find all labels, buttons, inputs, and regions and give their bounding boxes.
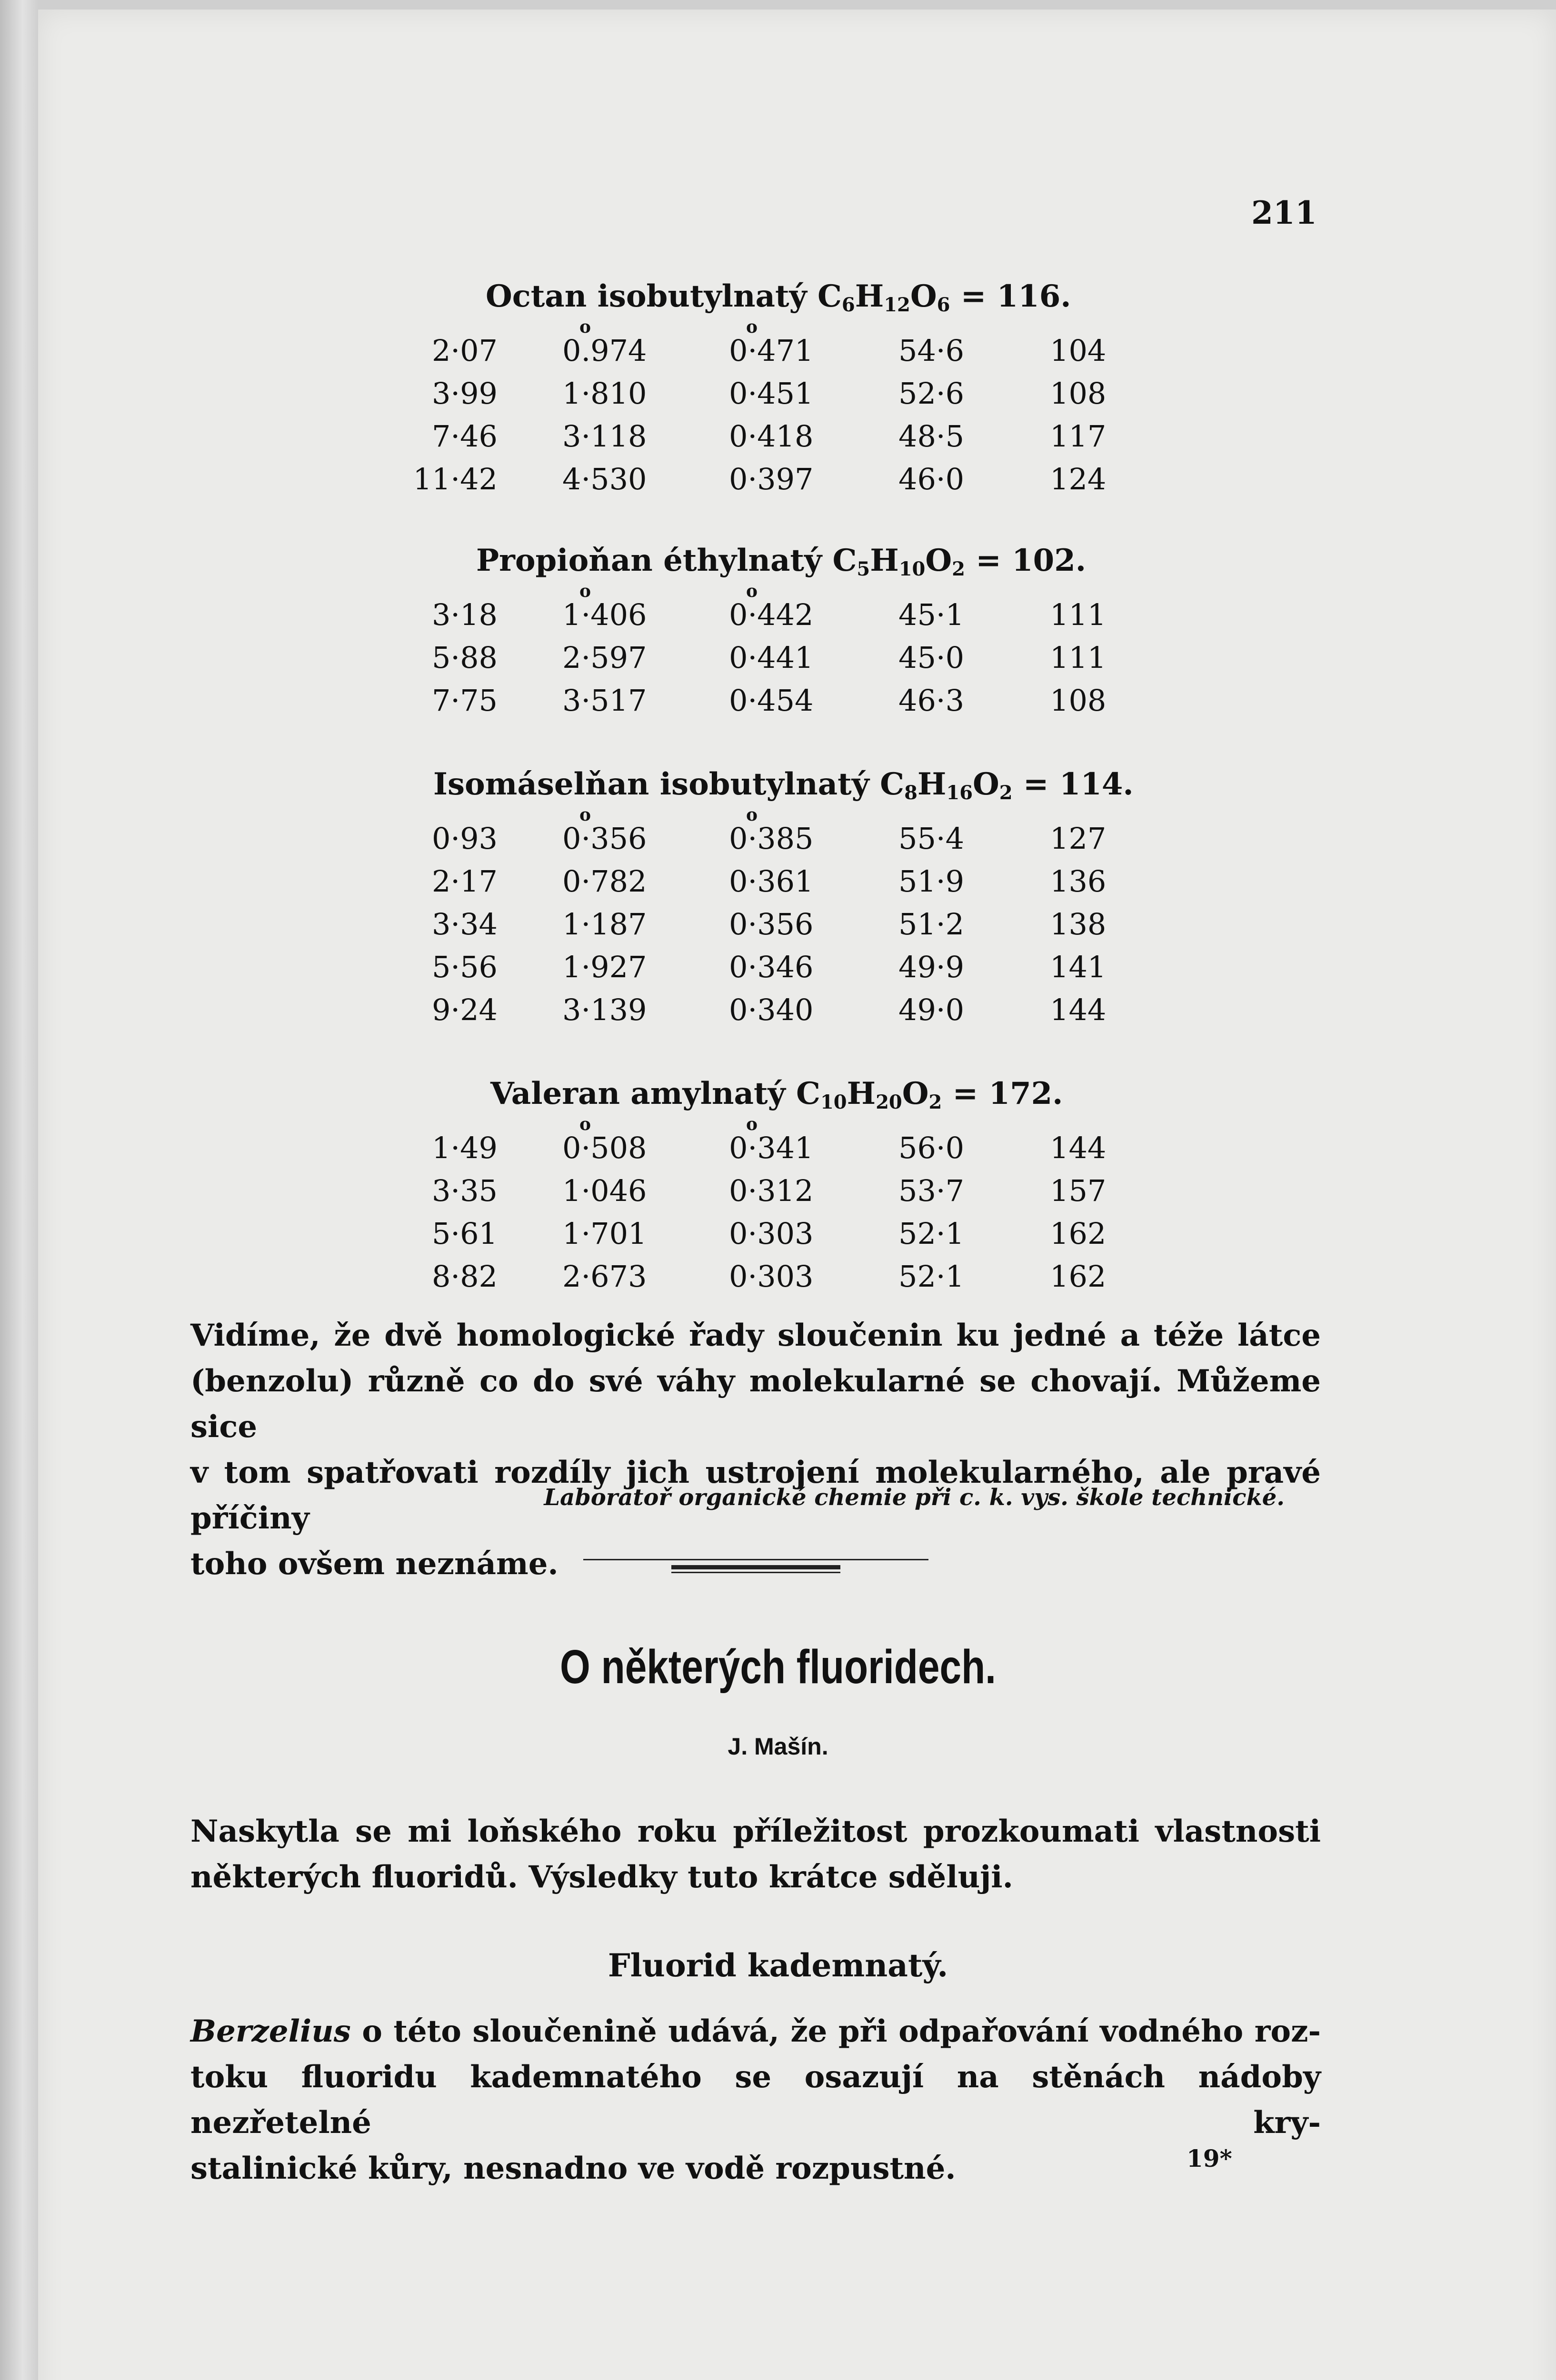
table-cell: 136 — [1050, 864, 1107, 899]
table-cell: 3·517 — [562, 683, 647, 718]
table-cell: 0·471 — [729, 333, 814, 368]
table-cell: 52·6 — [898, 376, 965, 411]
table-cell: 0·340 — [729, 992, 814, 1027]
author-name: J. Mašín. — [728, 1733, 828, 1760]
table-row — [412, 821, 1174, 864]
table-title: Propioňan éthylnatý $C_5H_{10}O_2 = 102$. — [476, 543, 1087, 580]
table-cell: 55·4 — [898, 821, 965, 856]
table-cell: 49·0 — [898, 992, 965, 1027]
text-line: toho ovšem neznáme. — [190, 1546, 559, 1582]
text-line: Berzelius o této sloučenině udává, že při odpařování vodného roz- — [190, 2013, 1321, 2049]
table-title: Valeran amylnatý $C_{10}H_{20}O_2 = 172$. — [490, 1076, 1063, 1113]
table-cell: 0·303 — [729, 1216, 814, 1251]
table-cell: 3·34 — [431, 907, 498, 942]
table-cell: 0·385 — [729, 821, 814, 856]
table-cell: 0·356 — [562, 821, 647, 856]
separator-rule — [583, 1559, 928, 1560]
table-cell: 157 — [1050, 1173, 1107, 1208]
table-cell: 45·0 — [898, 640, 965, 675]
table-cell: 3·35 — [431, 1173, 498, 1208]
table-cell: 138 — [1050, 907, 1107, 942]
table-cell: 3·118 — [562, 419, 647, 454]
table-row — [412, 1130, 1174, 1173]
table-row — [412, 376, 1174, 419]
table-cell: 46·3 — [898, 683, 965, 718]
table-cell: 1·187 — [562, 907, 647, 942]
text-line: v tom spatřovati rozdíly jich ustrojení molekularného, ale pravé příčiny — [190, 1455, 1321, 1536]
table-row — [412, 597, 1174, 640]
table-row — [412, 1259, 1174, 1302]
table-title: Octan isobutylnatý $C_6H_{12}O_6 = 116$. — [486, 278, 1071, 316]
table-cell: 0·418 — [729, 419, 814, 454]
conclusion-paragraph — [190, 1313, 1321, 1587]
text-line: Vidíme, že dvě homologické řady sloučenin ku jedné a téže látce — [190, 1318, 1321, 1353]
table-cell: 3·139 — [562, 992, 647, 1027]
table-cell: 144 — [1050, 992, 1107, 1027]
table-cell: 3·18 — [431, 597, 498, 632]
text-line: některých fluoridů. Výsledky tuto krátce sděluji. — [190, 1859, 1013, 1895]
table-cell: 0·451 — [729, 376, 814, 411]
table-cell: 0·782 — [562, 864, 647, 899]
table-cell: 51·2 — [898, 907, 965, 942]
table-cell: 0·442 — [729, 597, 814, 632]
table-cell: 111 — [1050, 640, 1107, 675]
table-cell: 0·356 — [729, 907, 814, 942]
table-row — [412, 1173, 1174, 1216]
text-line: (benzolu) různě co do své váhy molekularné se chovají. Můžeme sice — [190, 1363, 1321, 1445]
separator-rule — [671, 1565, 840, 1569]
degree-mark: o — [579, 1114, 591, 1134]
degree-mark: o — [579, 805, 591, 825]
table-row — [412, 864, 1174, 907]
degree-mark: o — [746, 317, 758, 337]
table-cell: 4·530 — [562, 462, 647, 496]
table-row — [412, 1216, 1174, 1259]
table-row — [412, 907, 1174, 950]
table-cell: 7·46 — [431, 419, 498, 454]
table-cell: 162 — [1050, 1216, 1107, 1251]
table-cell: 2·17 — [431, 864, 498, 899]
table-cell: 0·397 — [729, 462, 814, 496]
table-cell: 1·046 — [562, 1173, 647, 1208]
table-cell: 1·701 — [562, 1216, 647, 1251]
table-cell: 0·508 — [562, 1130, 647, 1165]
table-cell: 144 — [1050, 1130, 1107, 1165]
table-cell: 5·56 — [431, 950, 498, 984]
table-cell: 124 — [1050, 462, 1107, 496]
table-cell: 2·07 — [431, 333, 498, 368]
table-cell: 0.974 — [562, 333, 647, 368]
degree-mark: o — [746, 581, 758, 601]
article-title: O některých fluoridech. — [560, 1640, 996, 1694]
table-cell: 108 — [1050, 376, 1107, 411]
text-line: toku fluoridu kademnatého se osazují na stěnách nádoby nezřetelné kry- — [190, 2059, 1321, 2141]
table-cell: 5·88 — [431, 640, 498, 675]
table-row — [412, 333, 1174, 376]
degree-mark: o — [579, 317, 591, 337]
table-title: Isomáselňan isobutylnatý $C_8H_{16}O_2 = 114$. — [433, 766, 1134, 804]
table-cell: 1·406 — [562, 597, 647, 632]
table-cell: 104 — [1050, 333, 1107, 368]
table-cell: 53·7 — [898, 1173, 965, 1208]
table-cell: 3·99 — [431, 376, 498, 411]
table-row — [412, 640, 1174, 683]
table-cell: 111 — [1050, 597, 1107, 632]
table-cell: 0·93 — [431, 821, 498, 856]
table-cell: 7·75 — [431, 683, 498, 718]
table-cell: 56·0 — [898, 1130, 965, 1165]
table-row — [412, 462, 1174, 505]
affiliation-note: Laboratoř organické chemie při c. k. vys. škole technické. — [544, 1484, 1285, 1511]
table-cell: 48·5 — [898, 419, 965, 454]
table-cell: 162 — [1050, 1259, 1107, 1294]
table-row — [412, 950, 1174, 992]
scan-left-edge — [0, 0, 38, 2380]
table-cell: 1·810 — [562, 376, 647, 411]
section-heading: Fluorid kademnatý. — [608, 1947, 948, 1984]
table-cell: 141 — [1050, 950, 1107, 984]
section-paragraph — [190, 2009, 1321, 2192]
scan-top-edge — [0, 0, 1556, 10]
table-cell: 45·1 — [898, 597, 965, 632]
intro-paragraph — [190, 1809, 1321, 1900]
degree-mark: o — [579, 581, 591, 601]
text-line: Naskytla se mi loňského roku příležitost prozkoumati vlastnosti — [190, 1814, 1321, 1849]
table-cell: 51·9 — [898, 864, 965, 899]
table-cell: 54·6 — [898, 333, 965, 368]
degree-mark: o — [746, 805, 758, 825]
table-cell: 117 — [1050, 419, 1107, 454]
table-cell: 0·312 — [729, 1173, 814, 1208]
table-cell: 1·49 — [431, 1130, 498, 1165]
table-row — [412, 992, 1174, 1035]
text-line: stalinické kůry, nesnadno ve vodě rozpustné. — [190, 2151, 956, 2186]
table-cell: 52·1 — [898, 1216, 965, 1251]
table-cell: 0·346 — [729, 950, 814, 984]
table-cell: 0·441 — [729, 640, 814, 675]
table-cell: 0·303 — [729, 1259, 814, 1294]
table-row — [412, 683, 1174, 726]
table-cell: 52·1 — [898, 1259, 965, 1294]
table-cell: 1·927 — [562, 950, 647, 984]
signature-mark: 19* — [1187, 2144, 1232, 2172]
table-row — [412, 419, 1174, 462]
table-cell: 49·9 — [898, 950, 965, 984]
table-cell: 0·361 — [729, 864, 814, 899]
table-cell: 2·673 — [562, 1259, 647, 1294]
table-cell: 108 — [1050, 683, 1107, 718]
degree-mark: o — [746, 1114, 758, 1134]
table-cell: 8·82 — [431, 1259, 498, 1294]
separator-rule — [671, 1572, 840, 1573]
table-cell: 127 — [1050, 821, 1107, 856]
table-cell: 0·454 — [729, 683, 814, 718]
table-cell: 9·24 — [431, 992, 498, 1027]
table-cell: 0·341 — [729, 1130, 814, 1165]
table-cell: 2·597 — [562, 640, 647, 675]
table-cell: 11·42 — [413, 462, 498, 496]
page-number: 211 — [1251, 194, 1317, 231]
table-cell: 46·0 — [898, 462, 965, 496]
cited-author: Berzelius — [190, 2013, 351, 2049]
table-cell: 5·61 — [431, 1216, 498, 1251]
